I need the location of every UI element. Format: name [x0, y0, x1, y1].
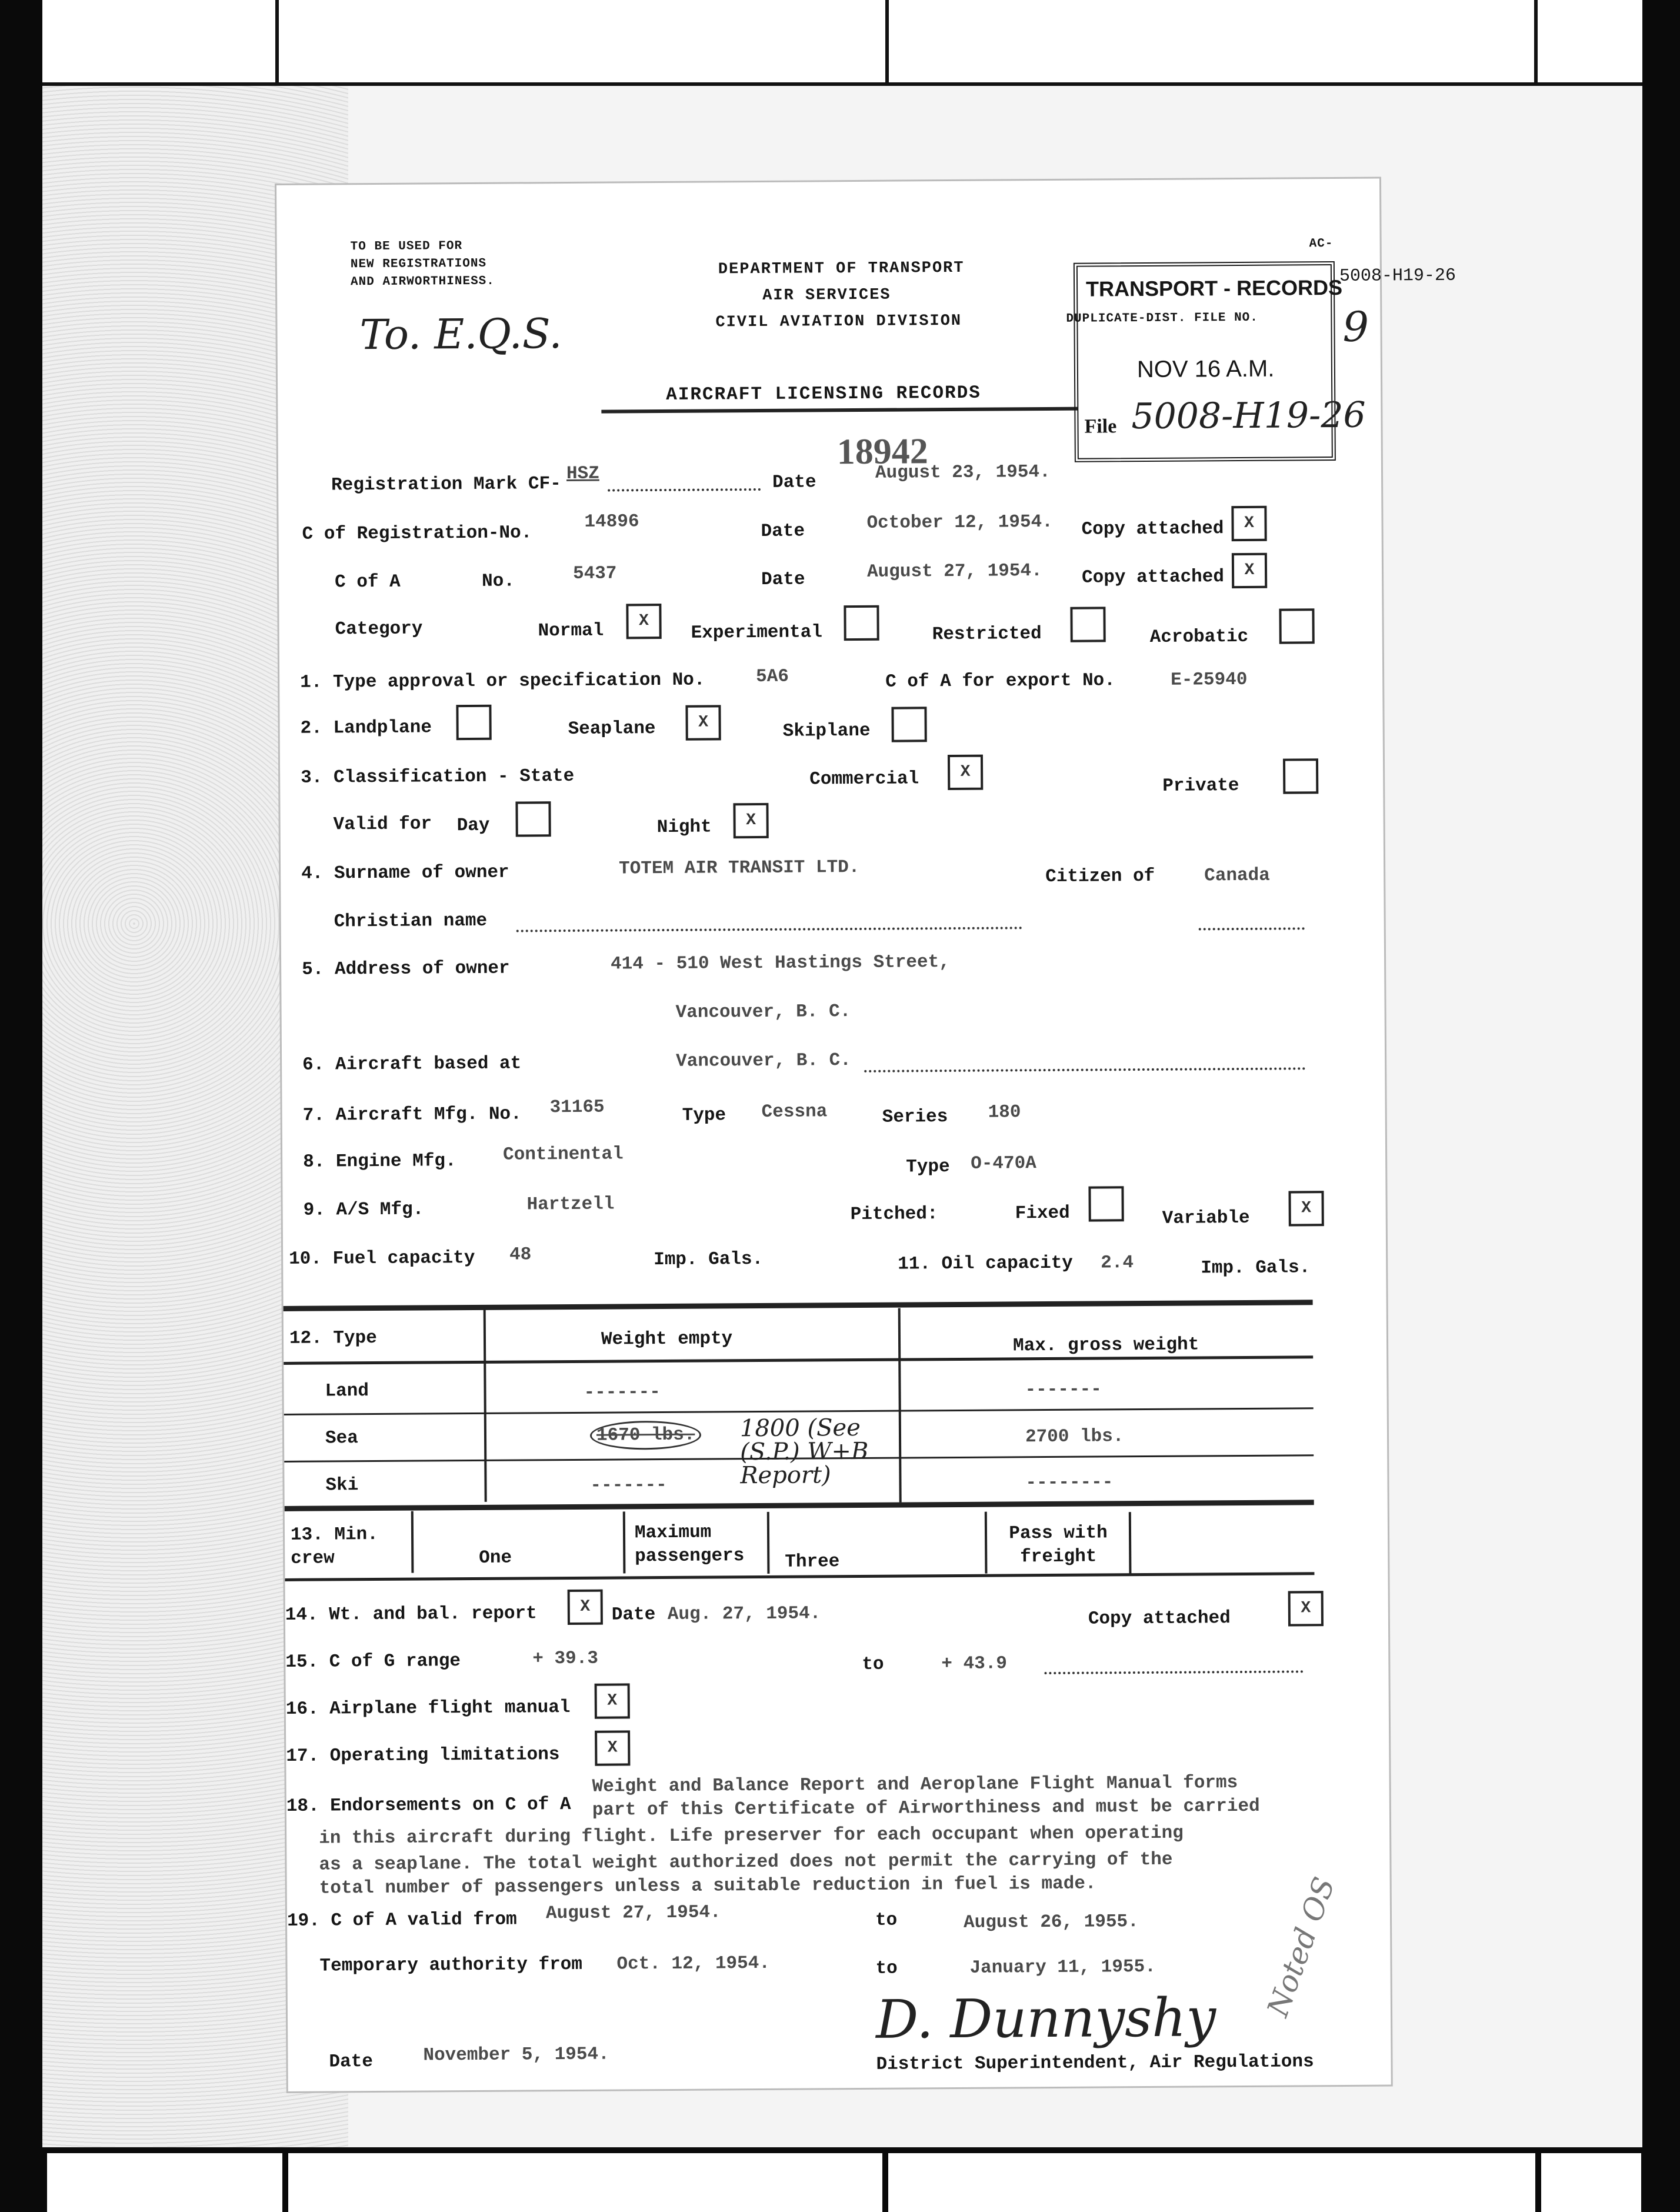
- divider: [885, 0, 889, 82]
- citizen-value: Canada: [1204, 865, 1270, 887]
- christian-name-label: Christian name: [334, 910, 488, 932]
- type-approval-value: 5A6: [756, 666, 789, 688]
- to-label: to: [875, 1910, 898, 1931]
- type-approval-label: 1. Type approval or specification No.: [300, 669, 705, 693]
- type-label: Type: [682, 1105, 726, 1126]
- seaplane-label: Seaplane: [568, 718, 656, 739]
- day-label: Day: [456, 815, 490, 837]
- table-header-weight-empty: Weight empty: [601, 1328, 733, 1350]
- reg-mark-label: Registration Mark CF-: [331, 474, 561, 496]
- variable-label: Variable: [1162, 1207, 1250, 1229]
- min-crew-value: One: [479, 1547, 512, 1568]
- cofa-number: 5437: [572, 563, 617, 584]
- engine-type-label: Type: [906, 1157, 950, 1178]
- valid-to: August 26, 1955.: [963, 1911, 1139, 1933]
- row-type: Land: [325, 1381, 369, 1402]
- oil-label: 11. Oil capacity: [898, 1252, 1073, 1275]
- endorsement-line: part of this Certificate of Airworthiness and must be carried: [592, 1795, 1260, 1821]
- endorsements-label: 18. Endorsements on C of A: [286, 1794, 571, 1817]
- aircraft-type: Cessna: [761, 1101, 828, 1122]
- experimental-label: Experimental: [691, 622, 823, 644]
- engine-type-value: O-470A: [971, 1153, 1036, 1174]
- series-value: 180: [988, 1102, 1021, 1123]
- rule: [284, 1355, 1313, 1365]
- reg-mark-value: HSZ: [566, 463, 599, 484]
- acrobatic-checkbox[interactable]: [1279, 608, 1314, 644]
- signatory-title: District Superintendent, Air Regulations: [876, 2051, 1314, 2075]
- variable-checkbox[interactable]: X: [1288, 1191, 1324, 1226]
- table-header-type: 12. Type: [289, 1327, 377, 1349]
- record-number: 18942: [836, 431, 928, 472]
- fuel-value: 48: [509, 1244, 532, 1265]
- owner-surname-label: 4. Surname of owner: [301, 862, 509, 884]
- max-passengers-value: Three: [785, 1551, 840, 1573]
- cg-from: + 39.3: [532, 1648, 599, 1670]
- wb-date-label: Date: [611, 1604, 656, 1625]
- stamp-file-label: File: [1084, 415, 1117, 438]
- title-underline: [601, 407, 1078, 414]
- leader: [1199, 927, 1305, 930]
- leader: [864, 1067, 1305, 1072]
- transport-records-stamp: [1066, 261, 1456, 462]
- handwritten-routing: To. E.Q.S.: [359, 309, 562, 359]
- stamp-file-value: 5008-H19-26: [1131, 394, 1366, 438]
- wb-date: Aug. 27, 1954.: [667, 1603, 821, 1625]
- stamp-dup-value: 9: [1342, 302, 1369, 351]
- owner-surname: TOTEM AIR TRANSIT LTD.: [619, 857, 860, 880]
- normal-checkbox[interactable]: X: [626, 604, 661, 639]
- form-title: AIRCRAFT LICENSING RECORDS: [666, 382, 981, 405]
- wb-report-label: 14. Wt. and bal. report: [285, 1603, 537, 1625]
- commercial-label: Commercial: [809, 768, 919, 790]
- sea-weight-correction: 1800 (See (S.P.) W+B Report): [739, 1414, 869, 1490]
- flight-manual-label: 16. Airplane flight manual: [285, 1697, 571, 1720]
- commercial-checkbox[interactable]: X: [948, 755, 983, 790]
- experimental-checkbox[interactable]: [844, 605, 879, 641]
- department: DEPARTMENT OF TRANSPORT: [718, 259, 965, 279]
- services: AIR SERVICES: [762, 286, 891, 305]
- endorsement-line: Weight and Balance Report and Aeroplane Flight Manual forms: [592, 1773, 1238, 1797]
- endorsement-line: in this aircraft during flight. Life preserver for each occupant when operating: [319, 1823, 1184, 1849]
- leader: [516, 927, 1022, 932]
- table-header-max-gross: Max. gross weight: [1012, 1334, 1199, 1357]
- stamp-dup-label: DUPLICATE-DIST. FILE NO.: [1066, 311, 1258, 326]
- mfg-no-value: 31165: [549, 1097, 605, 1118]
- cofa-date: August 27, 1954.: [866, 561, 1042, 582]
- as-mfg-label: 9. A/S Mfg.: [303, 1199, 424, 1221]
- fixed-checkbox[interactable]: [1088, 1186, 1124, 1221]
- pitched-label: Pitched:: [850, 1204, 938, 1225]
- rule: [484, 1308, 487, 1502]
- engine-mfg-value: Continental: [502, 1144, 624, 1165]
- cofr-label: C of Registration-No.: [302, 522, 532, 545]
- stamp-date: NOV 16 A.M.: [1136, 355, 1275, 383]
- licensing-record-form: [276, 179, 1456, 2091]
- date-label: Date: [772, 472, 816, 493]
- as-mfg-value: Hartzell: [526, 1194, 615, 1215]
- form-note: NEW REGISTRATIONS: [350, 256, 487, 272]
- cg-range-label: 15. C of G range: [285, 1651, 461, 1673]
- rule: [285, 1572, 1314, 1581]
- form-number: AC-: [1309, 237, 1334, 251]
- row-type: Ski: [325, 1475, 359, 1496]
- oil-value: 2.4: [1101, 1252, 1134, 1274]
- engine-mfg-label: 8. Engine Mfg.: [303, 1151, 456, 1172]
- rule: [284, 1300, 1313, 1311]
- row-type: Sea: [325, 1428, 358, 1449]
- export-number: E-25940: [1171, 669, 1248, 691]
- landplane-checkbox[interactable]: [456, 705, 491, 740]
- normal-label: Normal: [538, 620, 604, 642]
- imp-gals-label: Imp. Gals.: [654, 1248, 764, 1271]
- film-top-strip: [42, 0, 1642, 86]
- series-label: Series: [882, 1107, 948, 1128]
- row-gross: --------: [1025, 1472, 1114, 1494]
- leader: [608, 488, 761, 492]
- wb-copy-checkbox[interactable]: X: [1288, 1591, 1324, 1626]
- max-passengers-label: Maximum passengers: [634, 1522, 745, 1567]
- leader: [1044, 1670, 1303, 1674]
- category-label: Category: [335, 618, 423, 640]
- division: CIVIL AVIATION DIVISION: [715, 312, 962, 332]
- private-checkbox[interactable]: [1283, 758, 1318, 794]
- temp-authority-label: Temporary authority from: [319, 1954, 583, 1977]
- stamp-title: TRANSPORT - RECORDS: [1085, 275, 1343, 301]
- reg-date: August 23, 1954.: [875, 461, 1051, 484]
- private-label: Private: [1162, 775, 1239, 797]
- day-checkbox[interactable]: [515, 801, 551, 837]
- signature: D. Dunnyshy: [875, 1987, 1216, 2051]
- cofa-label: C of A: [335, 571, 401, 593]
- address-line-2: Vancouver, B. C.: [675, 1001, 851, 1023]
- imp-gals-label: Imp. Gals.: [1201, 1257, 1311, 1279]
- rule: [898, 1308, 902, 1503]
- fixed-label: Fixed: [1015, 1202, 1070, 1224]
- night-label: Night: [656, 817, 712, 838]
- rule: [411, 1511, 414, 1573]
- valid-for-label: Valid for: [333, 814, 432, 835]
- rule: [767, 1512, 770, 1574]
- film-frame: [288, 2153, 882, 2212]
- seaplane-checkbox[interactable]: X: [685, 705, 721, 740]
- classification-label: 3. Classification - State: [301, 765, 575, 788]
- valid-from-label: 19. C of A valid from: [286, 1909, 517, 1931]
- mfg-no-label: 7. Aircraft Mfg. No.: [302, 1104, 522, 1126]
- pass-with-freight-label: Pass with freight: [1009, 1523, 1108, 1568]
- op-limits-label: 17. Operating limitations: [286, 1744, 560, 1767]
- export-label: C of A for export No.: [885, 670, 1115, 692]
- copy-attached-label: Copy attached: [1088, 1608, 1231, 1630]
- wb-report-checkbox[interactable]: X: [568, 1590, 603, 1625]
- valid-from: August 27, 1954.: [545, 1902, 721, 1924]
- copy-attached-label: Copy attached: [1081, 567, 1225, 588]
- cofr-date: October 12, 1954.: [866, 511, 1053, 534]
- cofr-copy-checkbox[interactable]: X: [1231, 506, 1266, 541]
- flight-manual-checkbox[interactable]: X: [595, 1683, 630, 1718]
- cofa-copy-checkbox[interactable]: X: [1232, 553, 1267, 588]
- divider: [1534, 0, 1538, 82]
- restricted-checkbox[interactable]: [1070, 607, 1105, 642]
- to-label: to: [862, 1654, 884, 1675]
- cofr-number: 14896: [584, 511, 639, 532]
- endorsement-line: total number of passengers unless a suitable reduction in fuel is made.: [319, 1873, 1096, 1899]
- form-note: AND AIRWORTHINESS.: [350, 274, 495, 289]
- issue-date: November 5, 1954.: [423, 2044, 609, 2066]
- to-label: to: [875, 1958, 898, 1979]
- stamp-file-typed: 5008-H19-26: [1339, 265, 1456, 287]
- acrobatic-label: Acrobatic: [1149, 626, 1249, 648]
- no-label: No.: [482, 571, 515, 592]
- cg-to: + 43.9: [941, 1653, 1008, 1675]
- address-line-1: 414 - 510 West Hastings Street,: [610, 952, 950, 975]
- margin-note: Noted OS: [1260, 1873, 1342, 2021]
- skiplane-label: Skiplane: [782, 720, 871, 742]
- based-at-value: Vancouver, B. C.: [676, 1050, 851, 1072]
- temp-from: Oct. 12, 1954.: [616, 1953, 771, 1975]
- based-at-label: 6. Aircraft based at: [302, 1053, 522, 1075]
- row-empty: -------: [584, 1382, 661, 1403]
- endorsement-line: as a seaplane. The total weight authorized does not permit the carrying of the: [319, 1849, 1173, 1875]
- copy-attached-label: Copy attached: [1081, 518, 1224, 540]
- divider: [275, 0, 279, 82]
- row-empty-struck: 1670 lbs.: [590, 1421, 702, 1450]
- film-frame: [1541, 2153, 1641, 2212]
- form-note: TO BE USED FOR: [350, 239, 463, 254]
- film-frame: [47, 2153, 282, 2212]
- op-limits-checkbox[interactable]: X: [595, 1730, 630, 1765]
- rule: [985, 1512, 988, 1574]
- rule: [1129, 1512, 1132, 1574]
- row-gross: -------: [1025, 1379, 1102, 1401]
- date-label: Date: [329, 2051, 374, 2073]
- min-crew-label: 13. Min. crew: [290, 1524, 378, 1570]
- landplane-label: 2. Landplane: [300, 717, 432, 739]
- night-checkbox[interactable]: X: [733, 803, 768, 838]
- date-label: Date: [761, 569, 805, 590]
- fuel-label: 10. Fuel capacity: [289, 1247, 475, 1270]
- restricted-label: Restricted: [932, 624, 1042, 645]
- address-label: 5. Address of owner: [302, 958, 510, 980]
- skiplane-checkbox[interactable]: [891, 707, 926, 742]
- temp-to: January 11, 1955.: [969, 1956, 1156, 1978]
- date-label: Date: [761, 521, 805, 542]
- row-gross: 2700 lbs.: [1025, 1426, 1124, 1448]
- row-empty: -------: [590, 1474, 667, 1496]
- citizen-label: Citizen of: [1045, 865, 1155, 888]
- rule: [623, 1511, 626, 1573]
- rule: [285, 1500, 1314, 1511]
- film-frame: [888, 2153, 1535, 2212]
